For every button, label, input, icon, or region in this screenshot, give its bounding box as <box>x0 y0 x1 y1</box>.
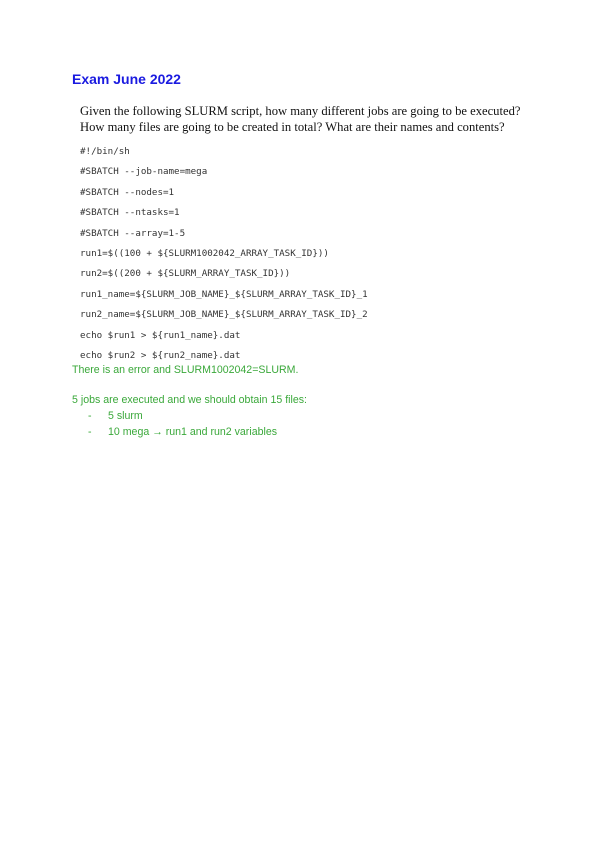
code-line-echo-run2: echo $run2 > ${run2_name}.dat <box>80 349 241 361</box>
code-line-ntasks: #SBATCH --ntasks=1 <box>80 207 180 219</box>
code-line-run2-name: run2_name=${SLURM_JOB_NAME}_${SLURM_ARRAY_TASK_ID}_2 <box>80 309 368 321</box>
bullet-dash: - <box>88 410 92 422</box>
list-item <box>88 424 277 440</box>
code-line-nodes: #SBATCH --nodes=1 <box>80 186 175 198</box>
code-line-echo-run1: echo $run1 > ${run1_name}.dat <box>80 329 241 341</box>
code-line-job-name: #SBATCH --job-name=mega <box>80 166 208 178</box>
code-line-run1-name: run1_name=${SLURM_JOB_NAME}_${SLURM_ARRAY_TASK_ID}_1 <box>80 288 368 300</box>
bullet-text: 10 mega → run1 and run2 variables <box>108 426 278 438</box>
question-line: How many files are going to be created in total? What are their names and contents? <box>80 120 505 134</box>
question-line: Given the following SLURM script, how many different jobs are going to be executed? <box>80 104 521 118</box>
answer-bullet-list <box>88 408 277 440</box>
code-line-array: #SBATCH --array=1-5 <box>80 227 186 239</box>
answer-error-note: There is an error and SLURM1002042=SLURM. <box>72 364 299 376</box>
bullet-dash: - <box>88 426 92 438</box>
bullet-text: 5 slurm <box>108 410 143 422</box>
code-line-run2: run2=$((200 + ${SLURM_ARRAY_TASK_ID})) <box>80 268 291 280</box>
answer-summary: 5 jobs are executed and we should obtain 15 files: <box>72 394 307 406</box>
code-line-shebang: #!/bin/sh <box>80 146 130 157</box>
question-text <box>80 103 550 135</box>
page-title: Exam June 2022 <box>72 71 181 87</box>
code-line-run1: run1=$((100 + ${SLURM1002042_ARRAY_TASK_ID})) <box>80 247 329 259</box>
slurm-script-code-block <box>80 142 368 366</box>
list-item <box>88 408 277 424</box>
